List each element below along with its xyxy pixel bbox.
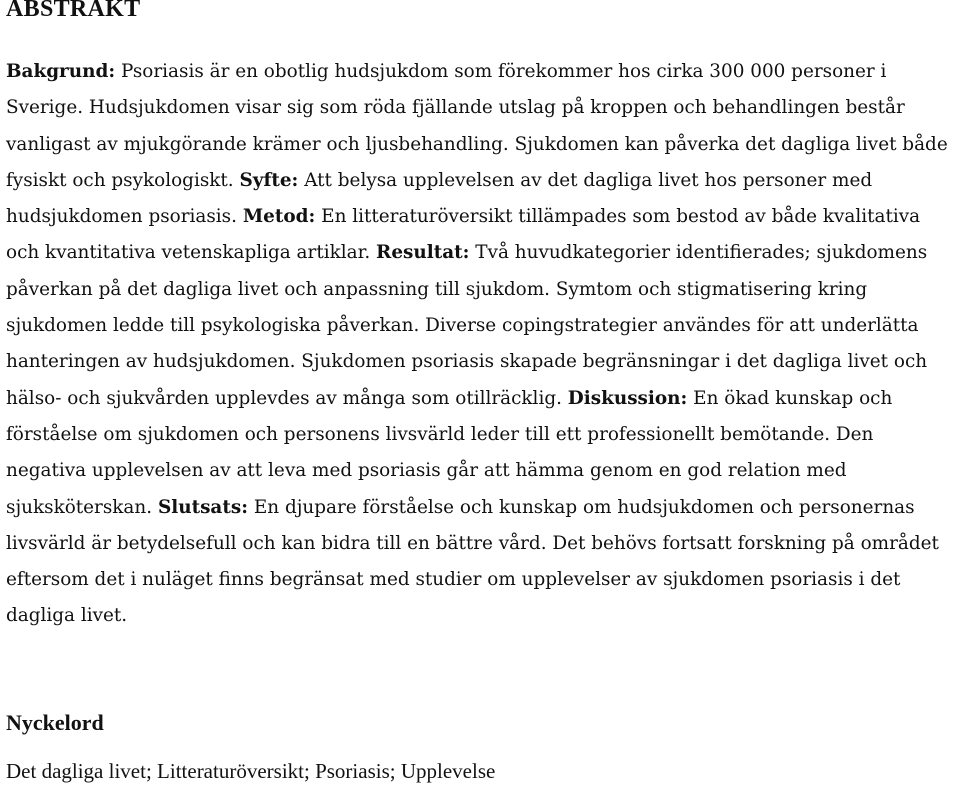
background-label: Bakgrund: [6, 61, 116, 82]
abstract-heading: ABSTRAKT [6, 0, 141, 22]
conclusion-text: En djupare förståelse och kunskap om hudsjukdomen och personernas livsvärld är betydelsefull och kan bidra till en bättre vård. Det behövs fortsatt forskning på området eftersom det i nuläget finns begränsat med studier om upplevelser av sjukdomen psoriasis i det dagliga livet. [6, 496, 939, 627]
aim-label: Syfte: [239, 169, 299, 191]
keywords-text: Det dagliga livet; Litteraturöversikt; Psoriasis; Upplevelse [6, 759, 496, 783]
results-label: Resultat: [376, 242, 470, 264]
method-label: Metod: [242, 206, 316, 228]
discussion-text: En ökad kunskap och förståelse om sjukdomen och personens livsvärld leder till ett professionellt bemötande. Den negativa upplevelsen av att leva med psoriasis går att hämma genom en god relation med sjuksköterskan. [6, 387, 893, 518]
abstract-paragraph [6, 54, 956, 635]
keywords-heading: Nyckelord [6, 710, 104, 735]
aim-text: Att belysa upplevelsen av det dagliga livet hos personer med hudsjukdomen psoriasis. [6, 169, 873, 228]
conclusion-label: Slutsats: [157, 496, 248, 518]
results-text: Två huvudkategorier identifierades; sjukdomens påverkan på det dagliga livet och anpassning till sjukdom. Symtom och stigmatisering kring sjukdomen ledde till psykologiska påverkan. Diverse copingstrategier användes för att underlätta hanteringen av hudsjukdomen. Sjukdomen psoriasis skapade begränsningar i det dagliga livet och hälso- och sjukvården upplevdes av många som otillräcklig. [6, 242, 928, 409]
method-text: En litteraturöversikt tillämpades som bestod av både kvalitativa och kvantitativa vetenskapliga artiklar. [6, 206, 921, 264]
discussion-label: Diskussion: [567, 387, 688, 409]
background-text: Psoriasis är en obotlig hudsjukdom som förekommer hos cirka 300 000 personer i Sverige. Hudsjukdomen visar sig som röda fjällande utslag på kroppen och behandlingen består vanligast av mjukgörande krämer och ljusbehandling. Sjukdomen kan påverka det dagliga livet både fysiskt och psykologiskt. [6, 61, 948, 191]
